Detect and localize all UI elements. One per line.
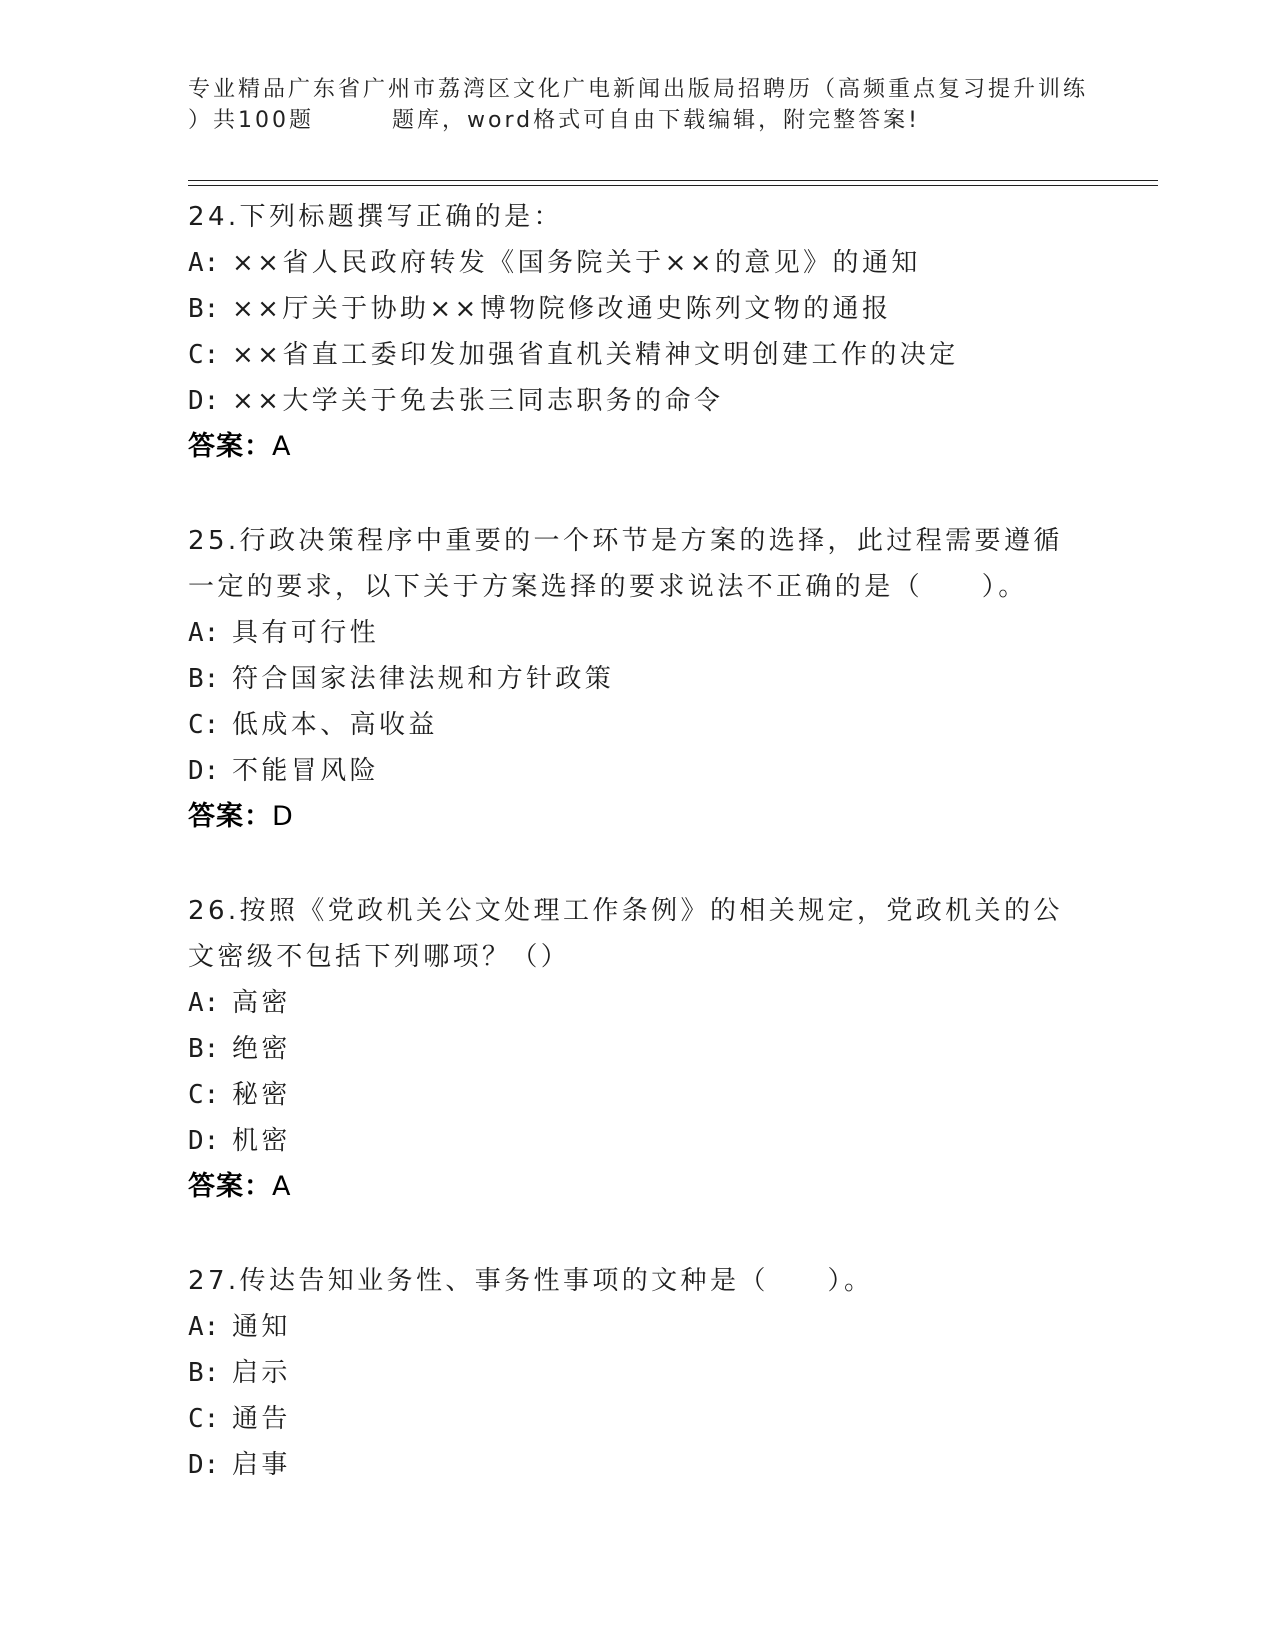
option-letter: B: xyxy=(188,664,220,694)
option-d xyxy=(188,748,1088,794)
option-letter: A: xyxy=(188,988,220,1018)
question-text: 24.下列标题撰写正确的是： xyxy=(188,202,563,232)
header-line-2a: ）共100题 xyxy=(188,108,314,133)
header-line-2 xyxy=(188,105,1088,136)
option-b xyxy=(188,286,1088,332)
option-text: 不能冒风险 xyxy=(232,756,380,786)
question-26 xyxy=(188,888,1088,1210)
question-text: 25.行政决策程序中重要的一个环节是方案的选择，此过程需要遵循一定的要求，以下关于方案选择的要求说法不正确的是（ ）。 xyxy=(188,526,1063,602)
option-text: 通告 xyxy=(232,1404,291,1434)
option-letter: B: xyxy=(188,1034,220,1064)
option-text: 符合国家法律法规和方针政策 xyxy=(232,664,615,694)
option-d xyxy=(188,1118,1088,1164)
option-text: ××省人民政府转发《国务院关于××的意见》的通知 xyxy=(232,248,921,278)
option-b xyxy=(188,656,1088,702)
option-letter: C: xyxy=(188,1404,220,1434)
option-letter: A: xyxy=(188,618,220,648)
question-24 xyxy=(188,194,1088,470)
option-letter: C: xyxy=(188,340,220,370)
option-letter: A: xyxy=(188,1312,220,1342)
option-text: 启事 xyxy=(232,1450,291,1480)
option-a xyxy=(188,240,1088,286)
option-d xyxy=(188,1442,1088,1488)
option-text: 秘密 xyxy=(232,1080,291,1110)
answer-value: A xyxy=(272,431,292,462)
option-d xyxy=(188,378,1088,424)
option-text: 启示 xyxy=(232,1358,291,1388)
question-list xyxy=(188,194,1088,1536)
option-letter: D: xyxy=(188,756,220,786)
option-text: 机密 xyxy=(232,1126,291,1156)
option-text: 通知 xyxy=(232,1312,291,1342)
header-divider-bottom xyxy=(188,185,1158,186)
answer-value: A xyxy=(272,1171,292,1202)
option-a xyxy=(188,1304,1088,1350)
option-letter: B: xyxy=(188,1358,220,1388)
option-text: 具有可行性 xyxy=(232,618,380,648)
option-letter: C: xyxy=(188,710,220,740)
option-c xyxy=(188,1072,1088,1118)
option-a xyxy=(188,610,1088,656)
header-line-2b: 题库，word格式可自由下载编辑，附完整答案! xyxy=(392,108,920,133)
option-c xyxy=(188,332,1088,378)
option-text: ××厅关于协助××博物院修改通史陈列文物的通报 xyxy=(232,294,892,324)
question-text: 27.传达告知业务性、事务性事项的文种是（ ）。 xyxy=(188,1266,874,1296)
option-letter: D: xyxy=(188,1126,220,1156)
header-divider-top xyxy=(188,180,1158,181)
option-text: 绝密 xyxy=(232,1034,291,1064)
option-text: 高密 xyxy=(232,988,291,1018)
option-text: ××省直工委印发加强省直机关精神文明创建工作的决定 xyxy=(232,340,959,370)
option-letter: C: xyxy=(188,1080,220,1110)
answer-label: 答案： xyxy=(188,431,272,462)
answer-value: D xyxy=(272,801,294,832)
answer-line xyxy=(188,1164,1088,1210)
option-c xyxy=(188,702,1088,748)
option-text: 低成本、高收益 xyxy=(232,710,438,740)
option-letter: B: xyxy=(188,294,220,324)
answer-label: 答案： xyxy=(188,801,272,832)
option-b xyxy=(188,1026,1088,1072)
header-line-1: 专业精品广东省广州市荔湾区文化广电新闻出版局招聘历（高频重点复习提升训练 xyxy=(188,77,1089,102)
option-letter: D: xyxy=(188,386,220,416)
option-b xyxy=(188,1350,1088,1396)
question-text: 26.按照《党政机关公文处理工作条例》的相关规定，党政机关的公文密级不包括下列哪项？（） xyxy=(188,896,1063,972)
answer-line xyxy=(188,424,1088,470)
question-25 xyxy=(188,518,1088,840)
question-27 xyxy=(188,1258,1088,1488)
option-letter: D: xyxy=(188,1450,220,1480)
document-header xyxy=(188,74,1088,136)
option-letter: A: xyxy=(188,248,220,278)
option-a xyxy=(188,980,1088,1026)
option-text: ××大学关于免去张三同志职务的命令 xyxy=(232,386,724,416)
answer-label: 答案： xyxy=(188,1171,272,1202)
option-c xyxy=(188,1396,1088,1442)
answer-line xyxy=(188,794,1088,840)
